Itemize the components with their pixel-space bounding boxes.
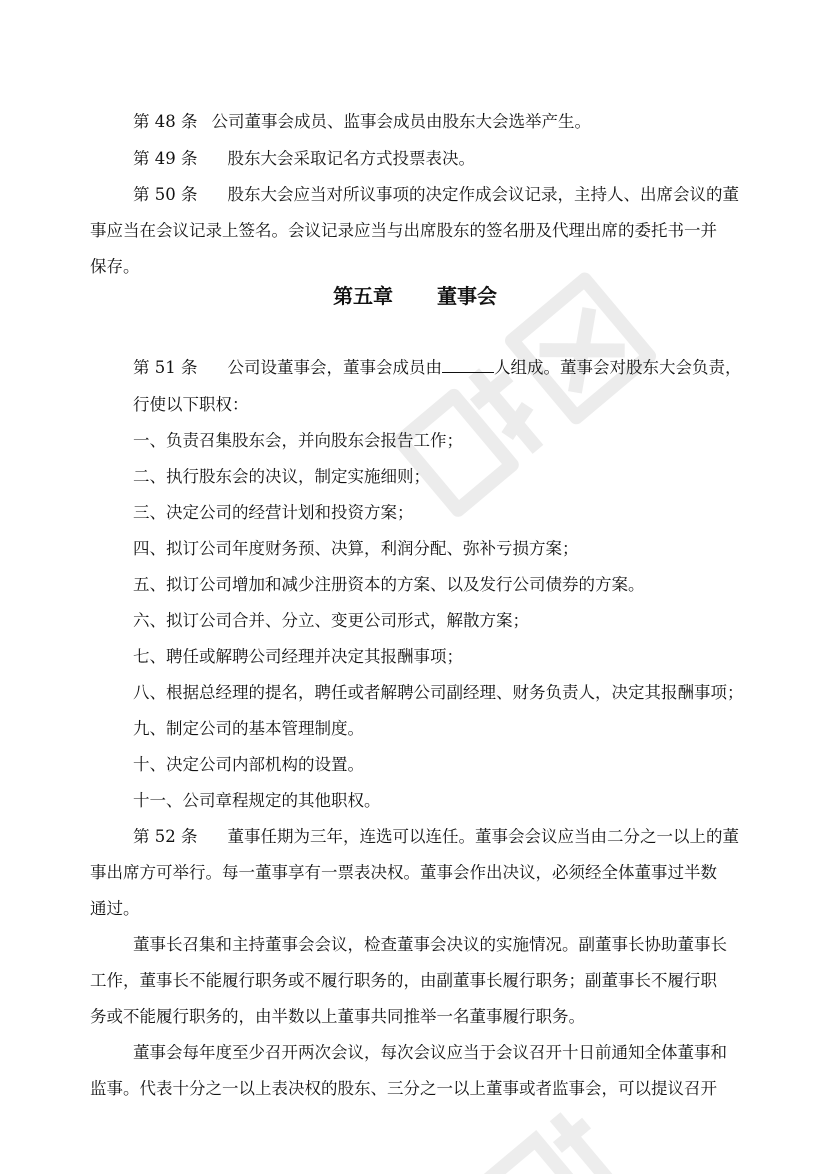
article-50-line-3: 保存。 xyxy=(90,257,140,276)
power-item-7: 七、聘任或解聘公司经理并决定其报酬事项； xyxy=(133,647,463,666)
article-52-number: 第 52 条 xyxy=(133,827,198,846)
power-item-3: 三、决定公司的经营计划和投资方案； xyxy=(133,503,414,522)
article-49 xyxy=(133,149,475,169)
article-51-number: 第 51 条 xyxy=(133,358,198,377)
chairman-paragraph-line-2: 工作，董事长不能履行职务或不履行职务的，由副董事长履行职务；副董事长不履行职 xyxy=(90,971,717,990)
meeting-paragraph-line-1: 董事会每年度至少召开两次会议，每次会议应当于会议召开十日前通知全体董事和 xyxy=(133,1043,727,1062)
power-item-10: 十、决定公司内部机构的设置。 xyxy=(133,755,364,774)
power-item-6: 六、拟订公司合并、分立、变更公司形式，解散方案； xyxy=(133,611,529,630)
article-51-line-1 xyxy=(133,358,742,378)
article-52-text-1: 董事任期为三年，连选可以连任。董事会会议应当由二分之一以上的董 xyxy=(227,827,739,846)
power-item-5: 五、拟订公司增加和减少注册资本的方案、以及发行公司债券的方案。 xyxy=(133,575,645,594)
chairman-paragraph-line-1: 董事长召集和主持董事会会议，检查董事会决议的实施情况。副董事长协助董事长 xyxy=(133,935,727,954)
article-48-number: 第 48 条 xyxy=(133,112,198,131)
article-50-line-2: 事应当在会议记录上签名。会议记录应当与出席股东的签名册及代理出席的委托书一并 xyxy=(90,221,717,240)
article-48 xyxy=(133,112,591,132)
article-49-text: 股东大会采取记名方式投票表决。 xyxy=(227,149,475,168)
chapter-number: 第五章 xyxy=(333,284,393,308)
article-51-line-2: 行使以下职权： xyxy=(133,395,249,414)
article-52-line-2: 事出席方可举行。每一董事享有一票表决权。董事会作出决议，必须经全体董事过半数 xyxy=(90,863,717,882)
article-52-line-1 xyxy=(133,827,739,847)
power-item-11: 十一、公司章程规定的其他职权。 xyxy=(133,791,381,810)
article-51-text-b: 人组成。董事会对股东大会负责， xyxy=(494,358,742,377)
member-count-blank xyxy=(442,358,494,373)
power-item-8: 八、根据总经理的提名，聘任或者解聘公司副经理、财务负责人，决定其报酬事项； xyxy=(133,683,744,702)
chapter-heading xyxy=(0,284,830,308)
article-51-text-a: 公司设董事会，董事会成员由 xyxy=(227,358,442,377)
power-item-9: 九、制定公司的基本管理制度。 xyxy=(133,719,364,738)
article-50-number: 第 50 条 xyxy=(133,185,198,204)
article-49-number: 第 49 条 xyxy=(133,149,198,168)
chairman-paragraph-line-3: 务或不能履行职务的，由半数以上董事共同推举一名董事履行职务。 xyxy=(90,1007,585,1026)
article-48-text: 公司董事会成员、监事会成员由股东大会选举产生。 xyxy=(211,112,591,131)
meeting-paragraph-line-2: 监事。代表十分之一以上表决权的股东、三分之一以上董事或者监事会，可以提议召开 xyxy=(90,1079,717,1098)
article-50-line-1 xyxy=(133,185,739,205)
power-item-2: 二、执行股东会的决议，制定实施细则； xyxy=(133,467,430,486)
watermark-logo-partial xyxy=(470,1050,670,1174)
article-52-line-3: 通过。 xyxy=(90,899,140,918)
power-item-4: 四、拟订公司年度财务预、决算，利润分配、弥补亏损方案； xyxy=(133,539,579,558)
chapter-title: 董事会 xyxy=(437,284,497,308)
article-50-text-1: 股东大会应当对所议事项的决定作成会议记录，主持人、出席会议的董 xyxy=(227,185,739,204)
power-item-1: 一、负责召集股东会，并向股东会报告工作； xyxy=(133,431,463,450)
